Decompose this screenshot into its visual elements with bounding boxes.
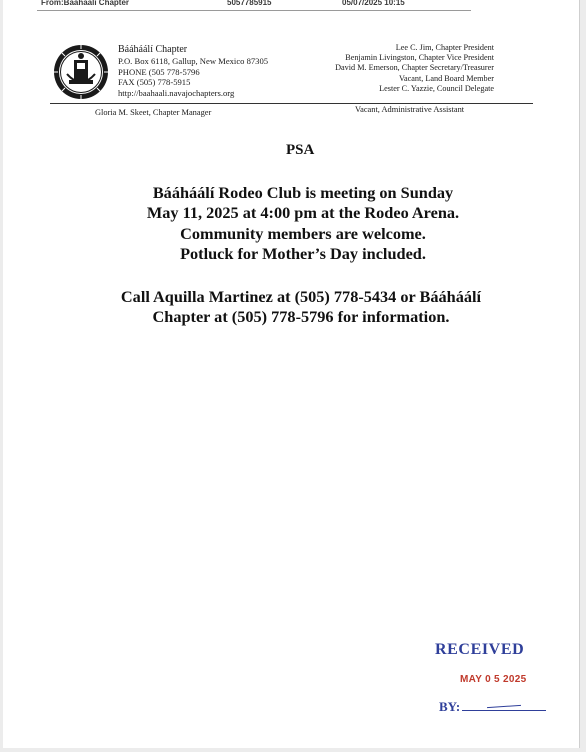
chapter-phone: PHONE (505 778-5796 [118,66,200,77]
officer-council-delegate: Lester C. Yazzie, Council Delegate [379,83,494,93]
announcement-line: Chapter at (505) 778-5796 for information. [152,307,450,327]
officer-president: Lee C. Jim, Chapter President [395,43,494,52]
fax-transmission-header [37,0,477,10]
document-page [3,0,580,748]
officer-vice-president: Benjamin Livingston, Chapter Vice President [345,53,494,63]
received-date-stamp: MAY 0 5 2025 [460,674,527,685]
officer-secretary-treasurer: David M. Emerson, Chapter Secretary/Treasurer [335,63,494,73]
announcement-line: May 11, 2025 at 4:00 pm at the Rodeo Arena. [146,203,460,223]
fax-number: 5057785915 [227,0,272,7]
notice-heading: PSA [286,142,315,158]
chapter-manager: Gloria M. Skeet, Chapter Manager [95,108,212,117]
chapter-address: P.O. Box 6118, Gallup, New Mexico 87305 [118,56,269,66]
chapter-name: Bááháálí Chapter [118,44,188,55]
meeting-announcement [15,183,586,265]
announcement-line: Call Aquilla Martinez at (505) 778-5434 or Bááháálí [120,287,482,306]
fax-header-rule [37,10,471,11]
contact-announcement [13,287,586,328]
officer-land-board: Vacant, Land Board Member [398,73,494,83]
announcement-line: Potluck for Mother’s Day included. [180,244,426,264]
received-by-initials [487,705,521,708]
administrative-assistant: Vacant, Administrative Assistant [355,105,465,114]
fax-from: From:Baahaali Chapter [41,0,130,7]
letterhead-divider [50,103,533,104]
received-by-label: BY: [439,699,461,714]
chapter-seal-icon [53,44,109,100]
announcement-line: Community members are welcome. [180,223,426,243]
chapter-officers-list [234,43,494,94]
received-stamp: RECEIVED [435,641,525,658]
announcement-line: Bááháálí Rodeo Club is meeting on Sunday [152,183,454,202]
chapter-website: http://baahaali.navajochapters.org [118,87,235,98]
chapter-fax: FAX (505) 778-5915 [118,77,191,88]
fax-timestamp: 05/07/2025 10:15 [342,0,405,7]
received-by-line [462,710,546,711]
